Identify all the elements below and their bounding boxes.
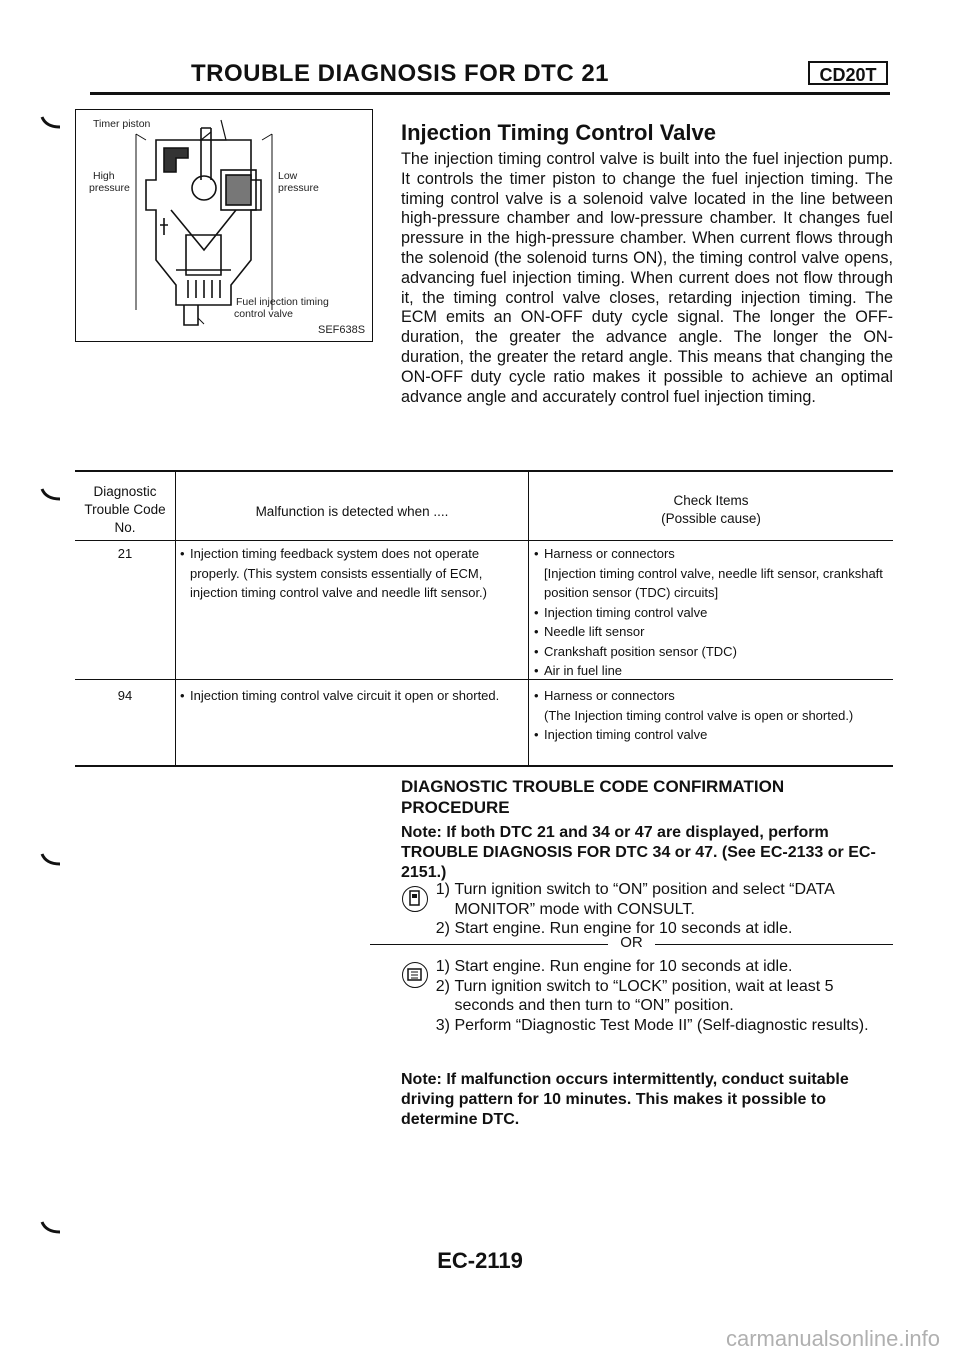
or-label: OR [620, 934, 643, 951]
title-rule [90, 92, 890, 95]
valve-diagram [75, 109, 373, 342]
header-dtc-code: Diagnostic Trouble Code No. [84, 484, 166, 535]
dtc-code: 21 [117, 546, 133, 561]
label-high-2: pressure [89, 182, 130, 194]
corner-mark-icon [40, 487, 62, 501]
check-item: • Harness or connectors [534, 686, 854, 706]
corner-mark-icon [40, 1220, 62, 1234]
or-line-right [655, 944, 893, 945]
page-number: EC-2119 [437, 1248, 523, 1273]
step-text: Turn ignition switch to “LOCK” position, wait at least 5 seconds and then turn to “ON” position. [454, 977, 834, 1014]
consult-steps [420, 880, 893, 939]
label-valve-2: control valve [234, 308, 293, 320]
header-malfunction: Malfunction is detected when .... [255, 504, 449, 519]
intro-paragraph: The injection timing control valve is built into the fuel injection pump. It controls the timer piston to change the fuel injection timing. The timing control valve is a solenoid valve located in the line between high-pressure chamber and low-pressure chamber. It changes fuel pressure in the high-pressure chamber. When current flows through the solenoid (the solenoid turns ON), the timing control valve opens, advancing fuel injection timing. When current does not flow through it, the timing control valve closes, retarding injection timing. The ECM emits an ON-OFF duty cycle signal. The longer the OFF-duration, the greater the advance angle. The longer the ON-duration, the greater the retard angle. This means that changing the ON-OFF duty cycle ratio makes it possible to achieve an optimal advance angle and accurately control fuel injection timing. [401, 150, 893, 406]
step-item [420, 957, 893, 977]
step-text: Start engine. Run engine for 10 seconds at idle. [454, 920, 793, 937]
check-item: • Crankshaft position sensor (TDC) [534, 642, 890, 662]
corner-mark-icon [40, 852, 62, 866]
malfunction-text: • Injection timing feedback system does not operate properly. (This system consists essentially of ECM, injection timing control valve and needle lift sensor.) [180, 544, 522, 603]
note-text: If malfunction occurs intermittently, conduct suitable driving pattern for 10 minutes. This makes it possible to determine DTC. [401, 1071, 849, 1128]
note-label: Note: [401, 824, 442, 841]
step-number: 1) [435, 881, 450, 898]
check-item: • Injection timing control valve [534, 725, 854, 745]
corner-mark-icon [40, 115, 62, 129]
check-item: • Air in fuel line [534, 661, 890, 681]
step-text: Perform “Diagnostic Test Mode II” (Self-diagnostic results). [454, 1016, 869, 1034]
watermark: carmanualsonline.info [725, 1326, 940, 1351]
label-timer-piston: Timer piston [93, 118, 151, 130]
step-number: 2) [435, 920, 450, 937]
check-item: • Injection timing control valve [534, 603, 890, 623]
procedure-heading-line-2: PROCEDURE [401, 798, 510, 817]
or-divider [370, 934, 893, 954]
page-title: TROUBLE DIAGNOSIS FOR DTC 21 [190, 60, 610, 87]
note-text: If both DTC 21 and 34 or 47 are displayed, perform TROUBLE DIAGNOSIS FOR DTC 34 or 47. (See EC-2133 or EC-2151.) [401, 824, 876, 881]
note-dtc-priority [401, 823, 893, 883]
check-item: • Harness or connectors [534, 544, 890, 564]
figure-id: SEF638S [318, 324, 366, 336]
check-items-cell [534, 544, 890, 681]
malfunction-cell [180, 686, 510, 706]
table-top-rule [75, 470, 893, 472]
step-text: Start engine. Run engine for 10 seconds at idle. [454, 958, 793, 975]
self-diagnostic-steps [420, 957, 893, 1035]
malfunction-text: • Injection timing control valve circuit it open or shorted. [180, 686, 510, 706]
label-high: High [93, 170, 115, 182]
procedure-heading-line-1: DIAGNOSTIC TROUBLE CODE CONFIRMATION [401, 777, 785, 796]
label-valve-1: Fuel injection timing [236, 296, 329, 308]
label-low-2: pressure [278, 182, 319, 194]
check-items-cell [534, 686, 854, 745]
note-intermittent [401, 1070, 893, 1130]
header-check-items: Check Items [673, 493, 749, 508]
check-item: (The Injection timing control valve is open or shorted.) [544, 707, 854, 723]
table-header-rule [75, 540, 893, 541]
table-bottom-rule [75, 765, 893, 767]
dtc-code: 94 [117, 688, 133, 703]
step-text: Turn ignition switch to “ON” position and select “DATA MONITOR” mode with CONSULT. [454, 881, 834, 918]
check-item: • Needle lift sensor [534, 622, 890, 642]
note-label: Note: [401, 1071, 442, 1088]
check-item: [Injection timing control valve, needle lift sensor, crankshaft position sensor (TDC) circuits] [544, 565, 883, 600]
step-item [420, 1016, 893, 1036]
procedure-heading [401, 776, 893, 818]
step-item [420, 977, 893, 1016]
engine-badge: CD20T [808, 61, 888, 85]
step-number: 2) [435, 977, 450, 995]
step-number: 3) [435, 1016, 450, 1034]
step-item [420, 880, 893, 919]
step-number: 1) [435, 958, 450, 975]
section-heading: Injection Timing Control Valve [401, 120, 716, 145]
malfunction-cell [180, 544, 522, 603]
label-low: Low [278, 170, 298, 182]
header-possible-cause: (Possible cause) [661, 511, 761, 526]
